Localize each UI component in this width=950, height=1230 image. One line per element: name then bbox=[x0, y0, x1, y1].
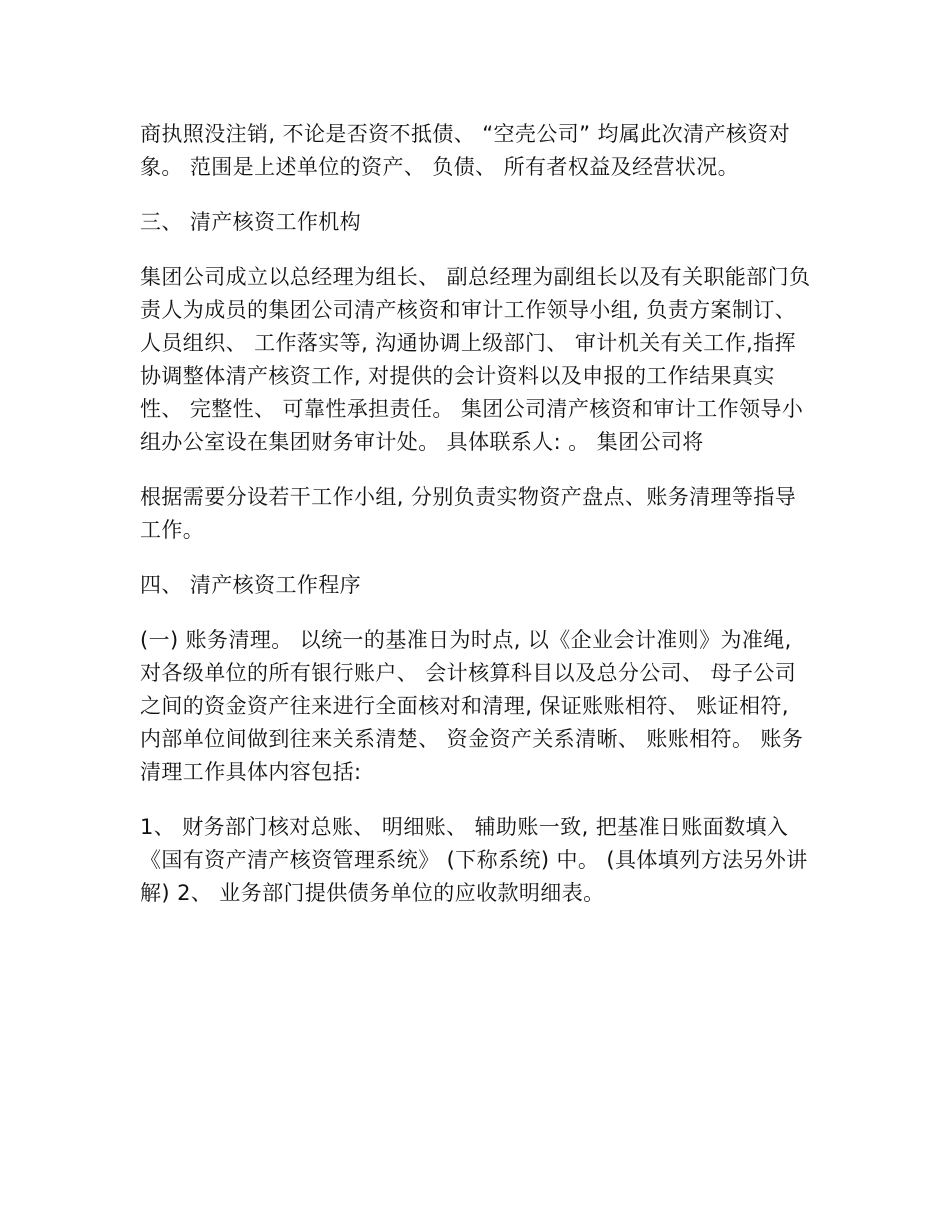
paragraph-account-cleanup: (一) 账务清理。 以统一的基准日为时点, 以《企业会计准则》为准绳, 对各级单位的所有银行账户、 会计核算科目以及总分公司、 母子公司之间的资金资产往来进行全面核对和清理, 保证账账相符、 账证相符, 内部单位间做到往来关系清楚、 资金资产关系清晰、 账账相符。 账务清理工作具体内容包括: bbox=[140, 628, 804, 784]
document-body bbox=[140, 118, 812, 932]
paragraph-item-1: 1、 财务部门核对总账、 明细账、 辅助账一致, 把基准日账面数填入《国有资产清产核资管理系统》 (下称系统) 中。 (具体填列方法另外讲解) 2、 业务部门提供债务单位的应收款明细表。 bbox=[140, 815, 808, 905]
section-heading-3: 三、 清产核资工作机构 bbox=[140, 210, 362, 234]
section-heading-4: 四、 清产核资工作程序 bbox=[140, 573, 362, 597]
paragraph-scope: 商执照没注销, 不论是否资不抵债、 “空壳公司” 均属此次清产核资对象。 范围是上述单位的资产、 负债、 所有者权益及经营状况。 bbox=[140, 122, 791, 179]
paragraph-organization: 集团公司成立以总经理为组长、 副总经理为副组长以及有关职能部门负责人为成员的集团公司清产核资和审计工作领导小组, 负责方案制订、 人员组织、 工作落实等, 沟通协调上级部门、 审计机关有关工作,指挥协调整体清产核资工作, 对提供的会计资料以及申报的工作结果真实性、 完整性、 可靠性承担责任。 集团公司清产核资和审计工作领导小组办公室设在集团财务审计处。 具体联系人: 。 集团公司将 bbox=[140, 265, 811, 454]
paragraph-work-groups: 根据需要分设若干工作小组, 分别负责实物资产盘点、账务清理等指导工作。 bbox=[140, 485, 797, 542]
